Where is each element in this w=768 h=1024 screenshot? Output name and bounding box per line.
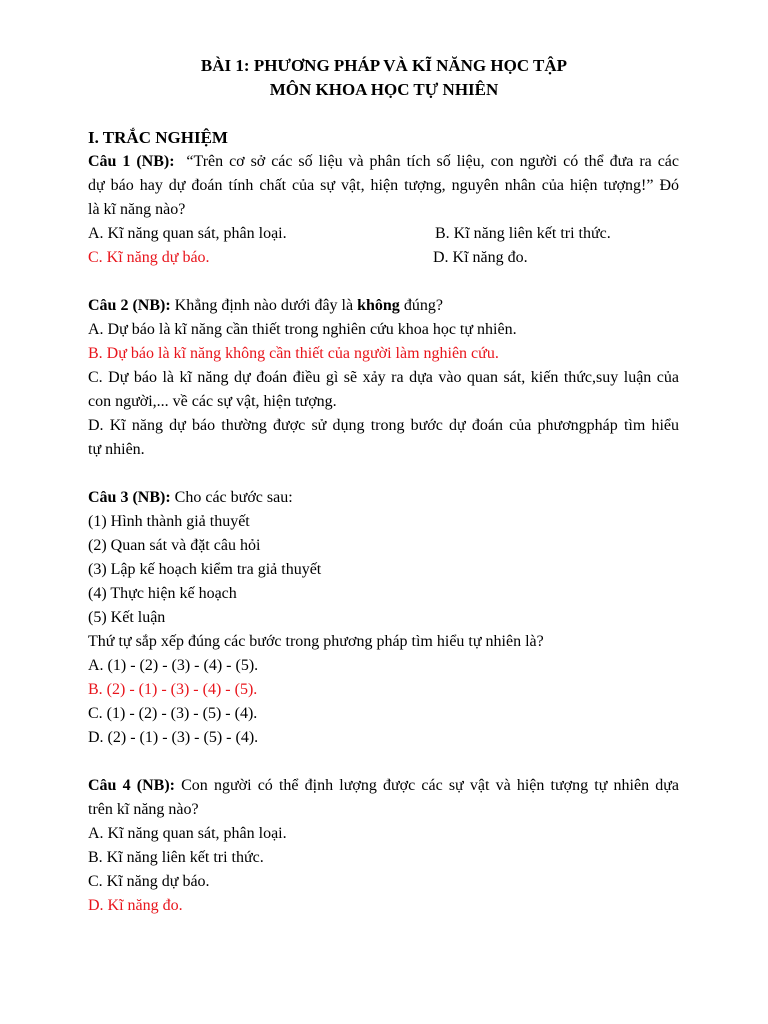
q1-stem-line-2: dự báo hay dự đoán tính chất của sự vật, hiện tượng, nguyên nhân của hiện tượng!” Đó (88, 177, 679, 194)
q2-stem (88, 296, 443, 316)
q3-label: Câu 3 (NB): (88, 489, 171, 506)
q4-option-d-correct: D. Kĩ năng đo. (88, 897, 183, 914)
q2-option-c-line-1: C. Dự báo là kĩ năng dự đoán điều gì sẽ xảy ra dựa vào quan sát, kiến thức,suy luận của (88, 369, 679, 386)
q3-option-a: A. (1) - (2) - (3) - (4) - (5). (88, 657, 259, 674)
q3-stem (88, 488, 293, 508)
q4-option-c: C. Kĩ năng dự báo. (88, 873, 210, 890)
q3-option-b-correct: B. (2) - (1) - (3) - (4) - (5). (88, 681, 258, 698)
q1-stem-line-3: là kĩ năng nào? (88, 201, 186, 218)
q3-stem-text: Cho các bước sau: (170, 489, 293, 506)
doc-title-line-1: BÀI 1: PHƯƠNG PHÁP VÀ KĨ NĂNG HỌC TẬP (200, 56, 568, 75)
q2-stem-pre: Khẳng định nào dưới đây là (170, 297, 358, 314)
q3-question: Thứ tự sắp xếp đúng các bước trong phương pháp tìm hiểu tự nhiên là? (88, 633, 544, 650)
q2-option-b-correct: B. Dự báo là kĩ năng không cần thiết của người làm nghiên cứu. (88, 345, 499, 362)
q3-option-d: D. (2) - (1) - (3) - (5) - (4). (88, 729, 259, 746)
q3-step-2: (2) Quan sát và đặt câu hỏi (88, 537, 261, 554)
q3-step-3: (3) Lập kế hoạch kiểm tra giả thuyết (88, 561, 322, 578)
q1-option-d: D. Kĩ năng đo. (433, 249, 528, 266)
q2-option-c-line-2: con người,... về các sự vật, hiện tượng. (88, 393, 337, 410)
q1-option-c-correct: C. Kĩ năng dự báo. (88, 249, 210, 266)
q1-stem-text-1: “Trên cơ sở các số liệu và phân tích số liệu, con người có thể đưa ra các (186, 153, 680, 170)
q4-label: Câu 4 (NB): (88, 777, 175, 794)
q1-label: Câu 1 (NB): (88, 153, 175, 170)
q2-option-d-line-1: D. Kĩ năng dự báo thường được sử dụng trong bước dự đoán của phươngpháp tìm hiểu (88, 417, 679, 434)
q1-stem-line-1 (88, 152, 679, 172)
q3-option-c: C. (1) - (2) - (3) - (5) - (4). (88, 705, 258, 722)
q2-stem-post: đúng? (399, 297, 443, 314)
q2-option-a: A. Dự báo là kĩ năng cần thiết trong nghiên cứu khoa học tự nhiên. (88, 321, 517, 338)
doc-title-line-2: MÔN KHOA HỌC TỰ NHIÊN (269, 80, 499, 99)
q3-step-5: (5) Kết luận (88, 609, 166, 626)
q2-stem-emphasis: không (357, 297, 400, 314)
q2-label: Câu 2 (NB): (88, 297, 171, 314)
q4-stem-line-2: trên kĩ năng nào? (88, 801, 199, 818)
q2-option-d-line-2: tự nhiên. (88, 441, 145, 458)
section-heading: I. TRẮC NGHIỆM (88, 128, 228, 147)
q4-stem-line-1 (88, 776, 679, 796)
q3-step-1: (1) Hình thành giả thuyết (88, 513, 250, 530)
q4-option-b: B. Kĩ năng liên kết tri thức. (88, 849, 264, 866)
q1-option-b: B. Kĩ năng liên kết tri thức. (435, 225, 611, 242)
q1-option-a: A. Kĩ năng quan sát, phân loại. (88, 225, 287, 242)
q4-stem-text-1: Con người có thể định lượng được các sự vật và hiện tượng tự nhiên dựa (174, 777, 679, 794)
q4-option-a: A. Kĩ năng quan sát, phân loại. (88, 825, 287, 842)
q3-step-4: (4) Thực hiện kế hoạch (88, 585, 237, 602)
